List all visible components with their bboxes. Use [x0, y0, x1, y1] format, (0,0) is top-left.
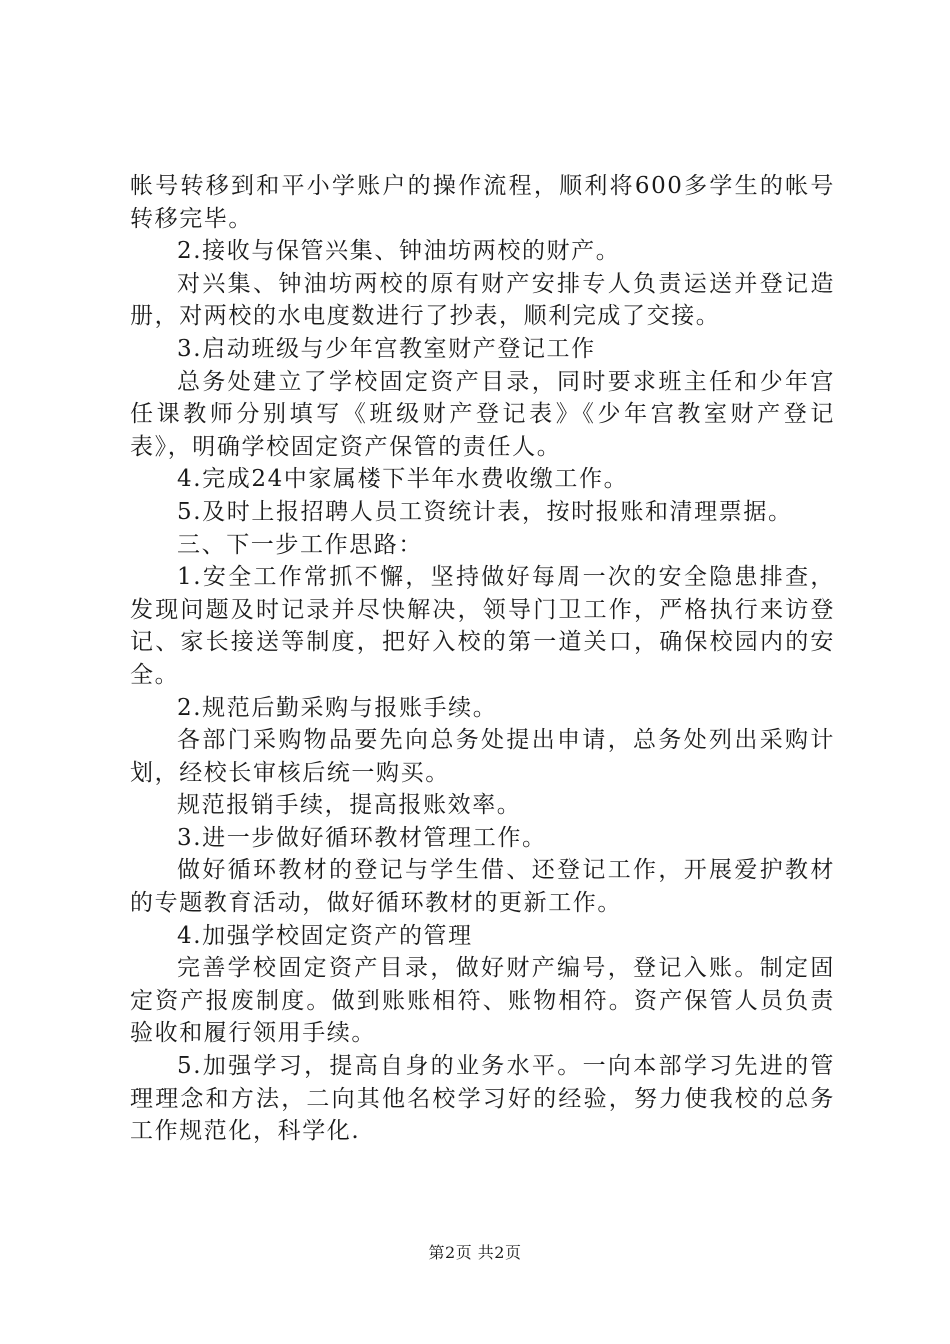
- document-body: [130, 170, 835, 1148]
- paragraph-17: 5.加强学习，提高自身的业务水平。一向本部学习先进的管理理念和方法，二向其他名校学习好的经验，努力使我校的总务工作规范化，科学化.: [130, 1053, 835, 1145]
- paragraph-4: 3.启动班级与少年宫教室财产登记工作: [177, 335, 596, 362]
- paragraph-2: 2.接收与保管兴集、钟油坊两校的财产。: [177, 238, 621, 265]
- paragraph-3: 对兴集、钟油坊两校的原有财产安排专人负责运送并登记造册，对两校的水电度数进行了抄表，顺利完成了交接。: [130, 270, 835, 330]
- paragraph-13: 3.进一步做好循环教材管理工作。: [177, 824, 547, 851]
- paragraph-14: 做好循环教材的登记与学生借、还登记工作，开展爱护教材的专题教育活动，做好循环教材的更新工作。: [130, 857, 835, 917]
- paragraph-6: 4.完成24中家属楼下半年水费收缴工作。: [177, 466, 629, 493]
- paragraph-1: 帐号转移到和平小学账户的操作流程，顺利将600多学生的帐号转移完毕。: [130, 173, 835, 232]
- page-footer: 第2页 共2页: [428, 1243, 522, 1262]
- paragraph-5: 总务处建立了学校固定资产目录，同时要求班主任和少年宫任课教师分别填写《班级财产登记表》《少年宫教室财产登记表》，明确学校固定资产保管的责任人。: [130, 368, 835, 460]
- paragraph-12: 规范报销手续，提高报账效率。: [177, 792, 522, 819]
- paragraph-16: 完善学校固定资产目录，做好财产编号，登记入账。制定固定资产报废制度。做到账账相符、账物相符。资产保管人员负责验收和履行领用手续。: [130, 955, 835, 1047]
- paragraph-11: 各部门采购物品要先向总务处提出申请，总务处列出采购计划，经校长审核后统一购买。: [130, 727, 835, 786]
- paragraph-15: 4.加强学校固定资产的管理: [177, 922, 473, 949]
- paragraph-10: 2.规范后勤采购与报账手续。: [177, 694, 498, 721]
- paragraph-9: 1.安全工作常抓不懈，坚持做好每周一次的安全隐患排查，发现问题及时记录并尽快解决，领导门卫工作，严格执行来访登记、家长接送等制度，把好入校的第一道关口，确保校园内的安全。: [130, 564, 835, 688]
- section-heading: 三、下一步工作思路：: [177, 531, 423, 558]
- paragraph-7: 5.及时上报招聘人员工资统计表，按时报账和清理票据。: [177, 498, 793, 525]
